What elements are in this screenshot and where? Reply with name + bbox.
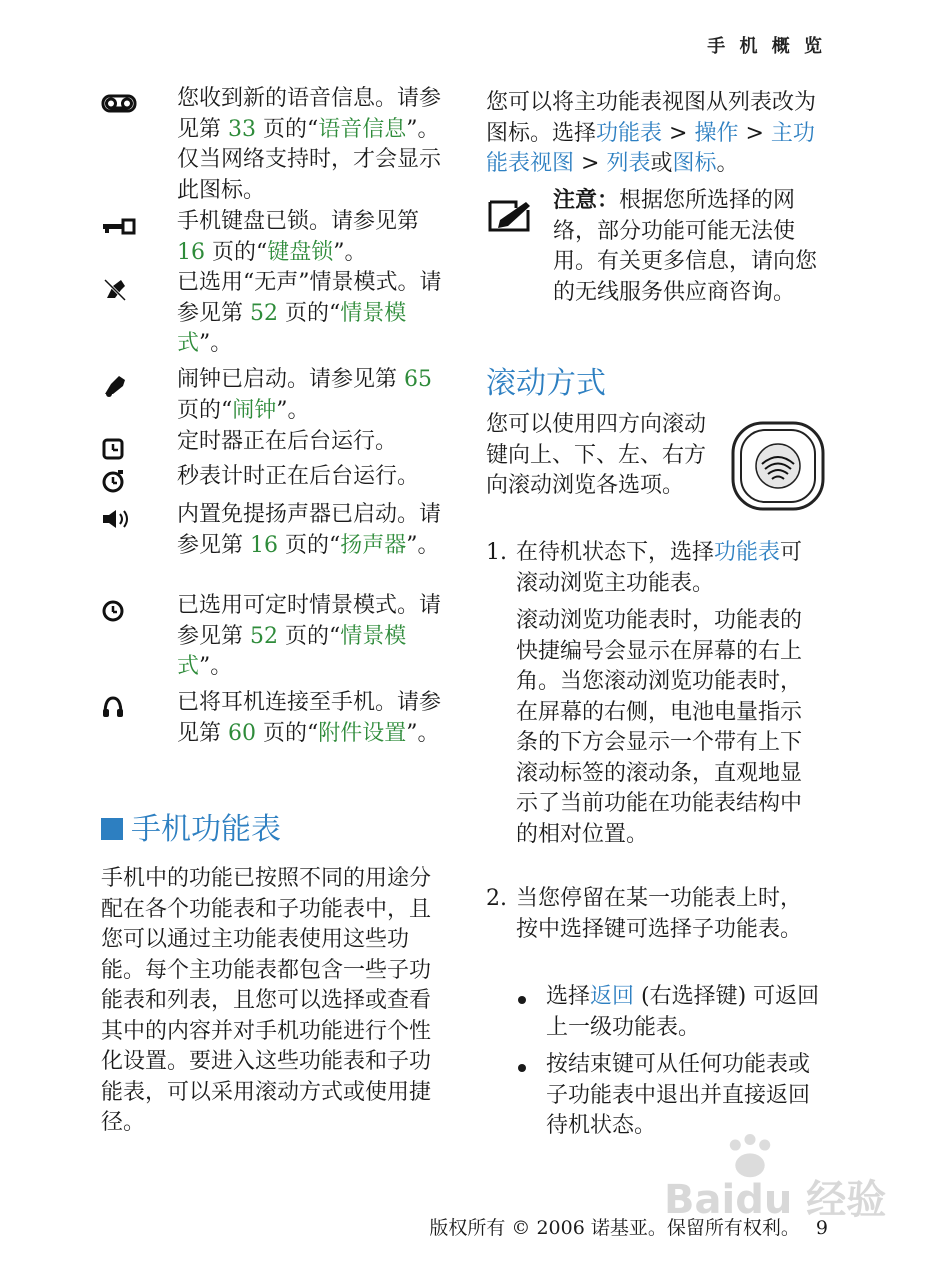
icon-desc-loudspeaker: 内置免提扬声器已启动。请参见第 16 页的“扬声器”。	[177, 502, 442, 558]
key-lock-icon	[101, 214, 137, 240]
voicemail-icon	[101, 92, 137, 118]
cross-reference-link: 键盘锁	[267, 239, 334, 265]
loudspeaker-icon	[101, 506, 137, 532]
headset-icon	[101, 694, 137, 720]
cross-reference-link: 图标	[672, 151, 717, 176]
cross-reference-link: 操作	[694, 120, 739, 146]
cross-reference-link: 主功能表视图	[486, 120, 815, 176]
note-block	[553, 186, 831, 308]
watermark-text: Baidu 经验	[664, 1177, 887, 1223]
view-intro: 您可以将主功能表视图从列表改为图标。选择功能表 > 操作 > 主功能表视图 > 列表或图标。	[486, 90, 817, 176]
section-heading-menus	[101, 812, 281, 848]
heading-square-icon	[101, 818, 123, 840]
stopwatch-icon	[101, 468, 137, 494]
note-text: 根据您所选择的网络，部分功能可能无法使用。有关更多信息，请向您的无线服务供应商咨询。	[553, 188, 818, 305]
note-label: 注意：	[553, 188, 620, 213]
icon-desc-silent: 已选用“无声”情景模式。请参见第 52 页的“情景模式”。	[177, 270, 442, 356]
copyright-text: 版权所有 © 2006 诺基亚。保留所有权利。	[429, 1217, 800, 1239]
step-1-text: 在待机状态下，选择功能表可滚动浏览主功能表。	[516, 540, 803, 596]
cross-reference-link: 情景模式	[177, 300, 407, 356]
icon-desc-timer: 定时器正在后台运行。	[177, 429, 398, 454]
bullet-dot	[518, 1064, 526, 1072]
step-1-detail: 滚动浏览功能表时，功能表的快捷编号会显示在屏幕的右上角。当您滚动浏览功能表时，在屏幕的右侧，电池电量指示条的下方会显示一个带有上下滚动标签的滚动条，直观地显示了当前功能在功能表结构中的相对位置。	[516, 608, 803, 847]
bullet-2-text: 按结束键可从任何功能表或子功能表中退出并直接返回待机状态。	[546, 1052, 811, 1138]
cross-reference-link: 闹钟	[232, 397, 277, 423]
bullet-1-text: 选择返回 (右选择键) 可返回上一级功能表。	[546, 984, 820, 1040]
bullet-dot	[518, 996, 526, 1004]
cross-reference-link: 功能表	[596, 120, 663, 146]
cross-reference-link: 60	[228, 720, 256, 746]
scrolling-intro: 您可以使用四方向滚动键向上、下、左、右方向滚动浏览各选项。	[486, 412, 707, 498]
icon-desc-headset: 已将耳机连接至手机。请参见第 60 页的“附件设置”。	[177, 690, 442, 746]
timed-profile-icon	[101, 598, 137, 624]
cross-reference-link: 65	[404, 367, 432, 392]
page-number: 9	[815, 1217, 828, 1239]
cross-reference-link: 列表	[606, 151, 651, 176]
icon-desc-timed-profile: 已选用可定时情景模式。请参见第 52 页的“情景模式”。	[177, 593, 442, 679]
icon-desc-voicemail: 您收到新的语音信息。请参见第 33 页的“语音信息”。仅当网络支持时，才会显示此图标。	[177, 86, 442, 203]
cross-reference-link: 16	[250, 532, 278, 558]
cross-reference-link: 情景模式	[177, 623, 407, 679]
cross-reference-link: 33	[228, 116, 256, 142]
scroll-key-icon	[730, 420, 826, 512]
cross-reference-link: 返回	[590, 984, 635, 1009]
section-heading-scrolling: 滚动方式	[486, 366, 606, 401]
silent-icon	[101, 276, 137, 302]
step-2-number: 2.	[486, 886, 507, 911]
alarm-icon	[101, 372, 137, 398]
footer	[429, 1216, 828, 1240]
section-heading-menus-text: 手机功能表	[131, 812, 281, 847]
timer-icon	[101, 436, 137, 462]
cross-reference-link: 16	[177, 239, 205, 265]
menus-body: 手机中的功能已按照不同的用途分配在各个功能表和子功能表中，且您可以通过主功能表使用这些功能。每个主功能表都包含一些子功能表和列表，且您可以选择或查看其中的内容并对手机功能进行个性化设置。要进入这些功能表和子功能表，可以采用滚动方式或使用捷径。	[101, 866, 432, 1135]
running-header: 手 机 概 览	[707, 36, 826, 57]
icon-desc-key-lock: 手机键盘已锁。请参见第 16 页的“键盘锁”。	[177, 209, 420, 265]
cross-reference-link: 附件设置	[318, 720, 407, 746]
step-1-number: 1.	[486, 540, 507, 565]
step-2-text: 当您停留在某一功能表上时，按中选择键可选择子功能表。	[516, 886, 803, 942]
cross-reference-link: 52	[250, 623, 278, 649]
icon-desc-stopwatch: 秒表计时正在后台运行。	[177, 464, 420, 489]
cross-reference-link: 扬声器	[340, 532, 407, 558]
cross-reference-link: 52	[250, 300, 278, 326]
cross-reference-link: 功能表	[714, 540, 781, 565]
icon-desc-alarm: 闹钟已启动。请参见第 65 页的“闹钟”。	[177, 367, 432, 423]
note-icon	[486, 196, 532, 236]
cross-reference-link: 语音信息	[318, 116, 407, 142]
